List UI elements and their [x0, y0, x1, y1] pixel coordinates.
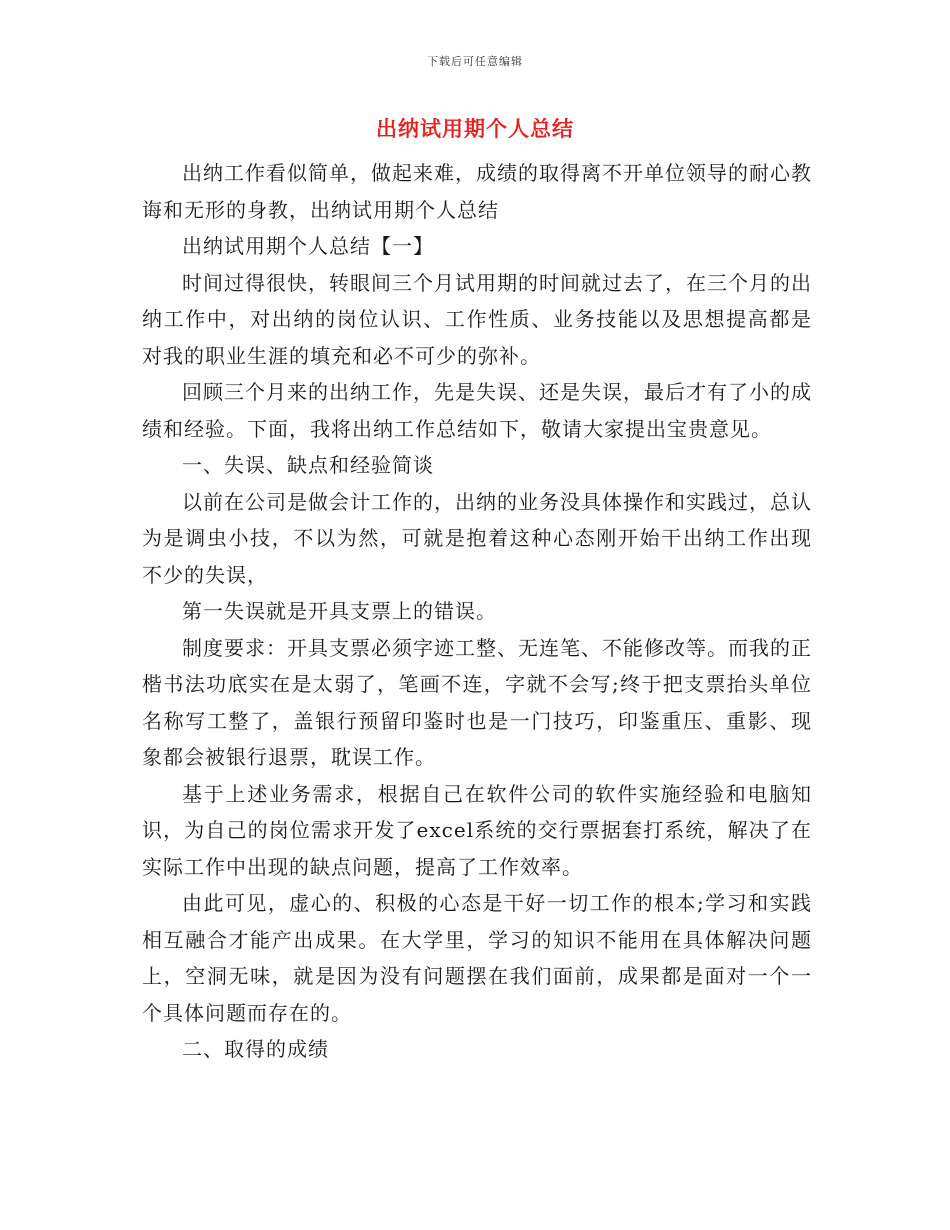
- paragraph: 第一失误就是开具支票上的错误。: [182, 599, 497, 623]
- download-note: 下载后可任意编辑: [427, 55, 523, 68]
- paragraph: 由此可见，虚心的、积极的心态是干好一切工作的根本;学习和实践相互融合才能产出成果。在大学里，学习的知识不能用在具体解决问题上，空洞无味，就是因为没有问题摆在我们面前，成果都是面对一个一个具体问题而存在的。: [142, 891, 812, 1025]
- paragraph: 制度要求：开具支票必须字迹工整、无连笔、不能修改等。而我的正楷书法功底实在是太弱了，笔画不连，字就不会写;终于把支票抬头单位名称写工整了，盖银行预留印鉴时也是一门技巧，印鉴重压、重影、现象都会被银行退票，耽误工作。: [142, 635, 812, 769]
- subheading-mistakes: 一、失误、缺点和经验简谈: [182, 453, 434, 477]
- paragraph-intro: 出纳工作看似简单，做起来难，成绩的取得离不开单位领导的耐心教诲和无形的身教，出纳试用期个人总结: [142, 161, 812, 222]
- paragraph: 以前在公司是做会计工作的，出纳的业务没具体操作和实践过，总认为是调虫小技，不以为然，可就是抱着这种心态刚开始干出纳工作出现不少的失误，: [142, 489, 812, 587]
- paragraph: 时间过得很快，转眼间三个月试用期的时间就过去了，在三个月的出纳工作中，对出纳的岗位认识、工作性质、业务技能以及思想提高都是对我的职业生涯的填充和必不可少的弥补。: [142, 270, 812, 368]
- section-heading-one: 出纳试用期个人总结【一】: [182, 234, 434, 258]
- document-body: [142, 155, 812, 1068]
- paragraph: 回顾三个月来的出纳工作，先是失误、还是失误，最后才有了小的成绩和经验。下面，我将出纳工作总结如下，敬请大家提出宝贵意见。: [142, 380, 812, 441]
- paragraph: 基于上述业务需求，根据自己在软件公司的软件实施经验和电脑知识，为自己的岗位需求开发了excel系统的交行票据套打系统，解决了在实际工作中出现的缺点问题，提高了工作效率。: [142, 781, 812, 879]
- subheading-achievements: 二、取得的成绩: [182, 1037, 329, 1061]
- document-title: 出纳试用期个人总结: [376, 117, 574, 141]
